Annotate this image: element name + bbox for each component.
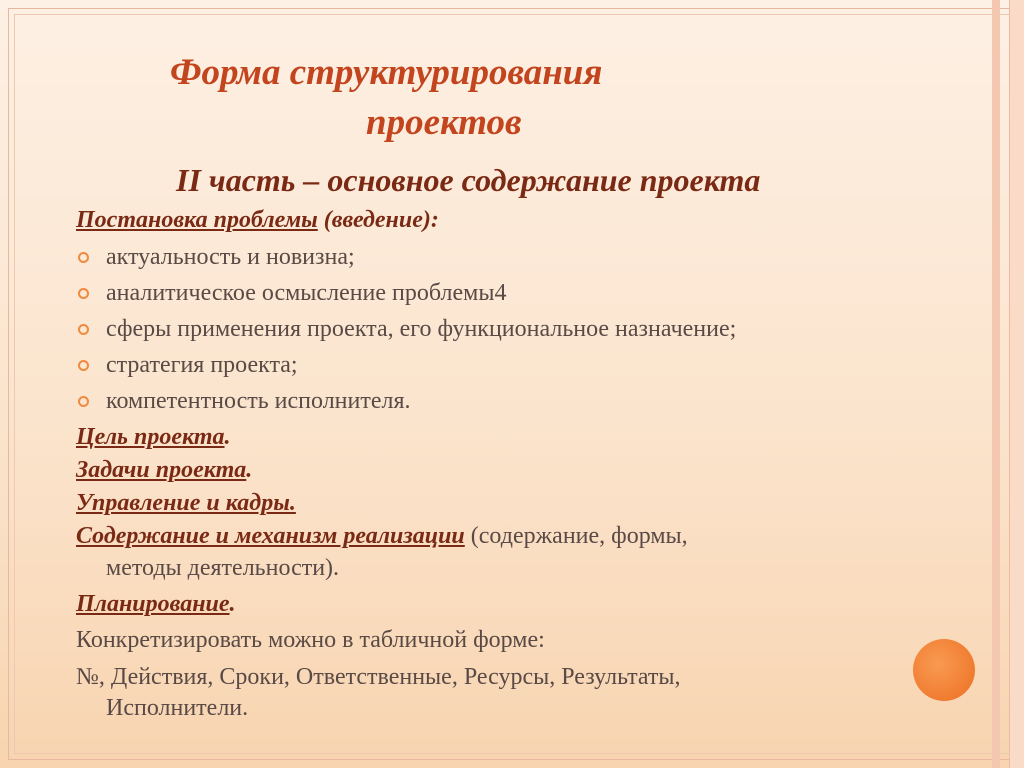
section-goal-suffix: . (224, 424, 231, 450)
section-goal-heading: Цель проекта (76, 424, 225, 450)
section-tasks (76, 454, 976, 487)
problem-bullet-list (76, 239, 976, 419)
list-item-text: стратегия проекта; (106, 352, 298, 378)
circle-bullet-icon (78, 288, 89, 299)
circle-bullet-icon (78, 324, 89, 335)
list-item-text: сферы применения проекта, его функциональное назначение; (106, 316, 737, 342)
circle-bullet-icon (78, 360, 89, 371)
list-item (76, 239, 976, 275)
list-item-text: компетентность исполнителя. (106, 388, 411, 414)
list-item-text: аналитическое осмысление проблемы4 (106, 280, 507, 306)
decorative-orange-circle (913, 639, 975, 701)
table-form-note: Конкретизировать можно в табличной форме: (76, 627, 545, 653)
section-management (76, 487, 976, 520)
list-item (76, 383, 976, 419)
section-management-heading: Управление и кадры. (76, 490, 296, 516)
section-problem-statement-suffix: (введение): (317, 207, 439, 233)
list-item (76, 311, 976, 347)
slide-title-line1: Форма структурирования (170, 52, 603, 93)
section-planning-suffix: . (229, 591, 236, 617)
list-item (76, 275, 976, 311)
slide-content (76, 204, 976, 724)
slide-subtitle: II часть – основное содержание проекта (176, 162, 761, 198)
section-problem-statement-heading: Постановка проблемы (76, 207, 318, 233)
section-tasks-heading: Задачи проекта (76, 457, 247, 483)
table-columns-line: №, Действия, Сроки, Ответственные, Ресурсы, Результаты, (76, 664, 681, 690)
circle-bullet-icon (78, 252, 89, 263)
section-planning-heading: Планирование (76, 591, 230, 617)
section-implementation-heading: Содержание и механизм реализации (76, 523, 465, 549)
section-goal (76, 421, 976, 454)
section-planning (76, 588, 976, 621)
slide-title-line2: проектов (366, 102, 522, 143)
decorative-stripe (992, 0, 1000, 768)
decorative-edge (1009, 0, 1024, 768)
table-columns-continuation: Исполнители. (106, 695, 249, 721)
section-implementation-continuation: методы деятельности). (106, 555, 340, 581)
list-item (76, 347, 976, 383)
circle-bullet-icon (78, 396, 89, 407)
section-problem-statement (76, 204, 976, 237)
section-implementation-detail: (содержание, формы, (464, 523, 688, 549)
section-implementation (76, 520, 976, 553)
section-tasks-suffix: . (246, 457, 253, 483)
list-item-text: актуальность и новизна; (106, 244, 355, 270)
slide-title (170, 48, 810, 148)
